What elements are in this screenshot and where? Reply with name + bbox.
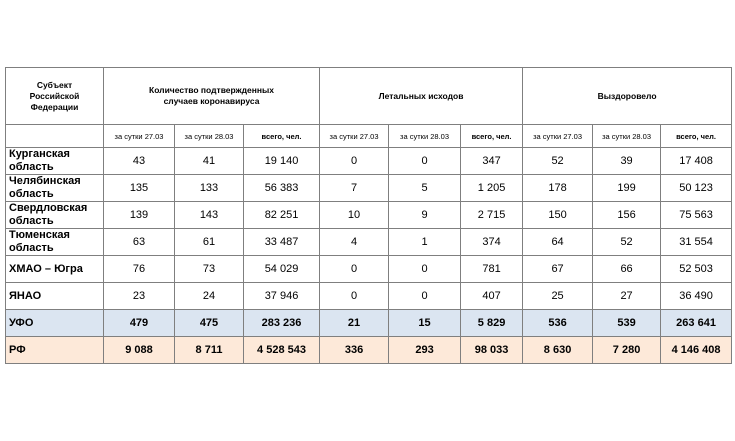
table-cell: 54 029 (244, 256, 320, 283)
table-cell: 36 490 (661, 283, 732, 310)
table-cell: 263 641 (661, 310, 732, 337)
table-cell: 0 (320, 283, 389, 310)
sub-confirmed-day2: за сутки 28.03 (175, 125, 244, 148)
rf-label: РФ (6, 337, 104, 364)
table-cell: 1 (389, 229, 461, 256)
table-cell: 8 630 (523, 337, 593, 364)
table-cell: 56 383 (244, 175, 320, 202)
table-row (6, 148, 732, 175)
table-cell: 24 (175, 283, 244, 310)
table-cell: 475 (175, 310, 244, 337)
table-cell: 17 408 (661, 148, 732, 175)
table-cell: 37 946 (244, 283, 320, 310)
sub-deaths-total: всего, чел. (461, 125, 523, 148)
sub-recovered-total: всего, чел. (661, 125, 732, 148)
table-cell: 199 (593, 175, 661, 202)
table-cell: 178 (523, 175, 593, 202)
table-cell: 63 (104, 229, 175, 256)
table-row (6, 175, 732, 202)
sub-recovered-day1: за сутки 27.03 (523, 125, 593, 148)
header-confirmed: Количество подтвержденных случаев коронавируса (104, 68, 320, 125)
table-cell: 33 487 (244, 229, 320, 256)
table-cell: 283 236 (244, 310, 320, 337)
table-cell: 293 (389, 337, 461, 364)
table-cell: 41 (175, 148, 244, 175)
table-cell: 0 (320, 148, 389, 175)
table-cell: 9 (389, 202, 461, 229)
table-row (6, 202, 732, 229)
region-name: ХМАО – Югра (6, 256, 104, 283)
region-name: Челябинская область (6, 175, 104, 202)
ufo-total-row (6, 310, 732, 337)
table-cell: 4 528 543 (244, 337, 320, 364)
sub-recovered-day2: за сутки 28.03 (593, 125, 661, 148)
table-cell: 5 (389, 175, 461, 202)
region-name: Свердловская область (6, 202, 104, 229)
table-cell: 67 (523, 256, 593, 283)
header-subject: Субъект Российской Федерации (6, 68, 104, 125)
ufo-label: УФО (6, 310, 104, 337)
table-cell: 73 (175, 256, 244, 283)
table-cell: 133 (175, 175, 244, 202)
table-cell: 781 (461, 256, 523, 283)
table-cell: 1 205 (461, 175, 523, 202)
table-cell: 479 (104, 310, 175, 337)
region-name: Тюменская область (6, 229, 104, 256)
table-cell: 50 123 (661, 175, 732, 202)
subheader-row (6, 125, 732, 148)
table-cell: 5 829 (461, 310, 523, 337)
table-cell: 19 140 (244, 148, 320, 175)
table-cell: 75 563 (661, 202, 732, 229)
table-cell: 4 146 408 (661, 337, 732, 364)
region-name: ЯНАО (6, 283, 104, 310)
table-cell: 135 (104, 175, 175, 202)
table-cell: 150 (523, 202, 593, 229)
table-cell: 10 (320, 202, 389, 229)
table-cell: 23 (104, 283, 175, 310)
table-cell: 0 (320, 256, 389, 283)
table-cell: 539 (593, 310, 661, 337)
table-cell: 347 (461, 148, 523, 175)
table-row (6, 229, 732, 256)
table-cell: 15 (389, 310, 461, 337)
table-cell: 39 (593, 148, 661, 175)
table-row (6, 256, 732, 283)
header-deaths: Летальных исходов (320, 68, 523, 125)
table-cell: 43 (104, 148, 175, 175)
table-cell: 52 (593, 229, 661, 256)
table-cell: 0 (389, 148, 461, 175)
table-cell: 61 (175, 229, 244, 256)
table-cell: 52 (523, 148, 593, 175)
table-cell: 536 (523, 310, 593, 337)
subheader-empty (6, 125, 104, 148)
rf-total-row (6, 337, 732, 364)
header-row (6, 68, 732, 125)
table-cell: 374 (461, 229, 523, 256)
region-name: Курганская область (6, 148, 104, 175)
table-cell: 21 (320, 310, 389, 337)
covid-stats-table (5, 67, 732, 364)
table-cell: 336 (320, 337, 389, 364)
table-cell: 143 (175, 202, 244, 229)
table-cell: 98 033 (461, 337, 523, 364)
table-cell: 52 503 (661, 256, 732, 283)
table-cell: 139 (104, 202, 175, 229)
table-cell: 4 (320, 229, 389, 256)
table-cell: 7 (320, 175, 389, 202)
table-cell: 66 (593, 256, 661, 283)
table-cell: 156 (593, 202, 661, 229)
table-cell: 0 (389, 256, 461, 283)
table-cell: 0 (389, 283, 461, 310)
sub-deaths-day1: за сутки 27.03 (320, 125, 389, 148)
sub-deaths-day2: за сутки 28.03 (389, 125, 461, 148)
table-cell: 2 715 (461, 202, 523, 229)
table-cell: 407 (461, 283, 523, 310)
table-cell: 82 251 (244, 202, 320, 229)
sub-confirmed-day1: за сутки 27.03 (104, 125, 175, 148)
header-recovered: Выздоровело (523, 68, 732, 125)
table-cell: 7 280 (593, 337, 661, 364)
sub-confirmed-total: всего, чел. (244, 125, 320, 148)
table-cell: 9 088 (104, 337, 175, 364)
table-row (6, 283, 732, 310)
table-cell: 31 554 (661, 229, 732, 256)
table-cell: 64 (523, 229, 593, 256)
table-cell: 76 (104, 256, 175, 283)
table-cell: 27 (593, 283, 661, 310)
table-cell: 8 711 (175, 337, 244, 364)
table-cell: 25 (523, 283, 593, 310)
